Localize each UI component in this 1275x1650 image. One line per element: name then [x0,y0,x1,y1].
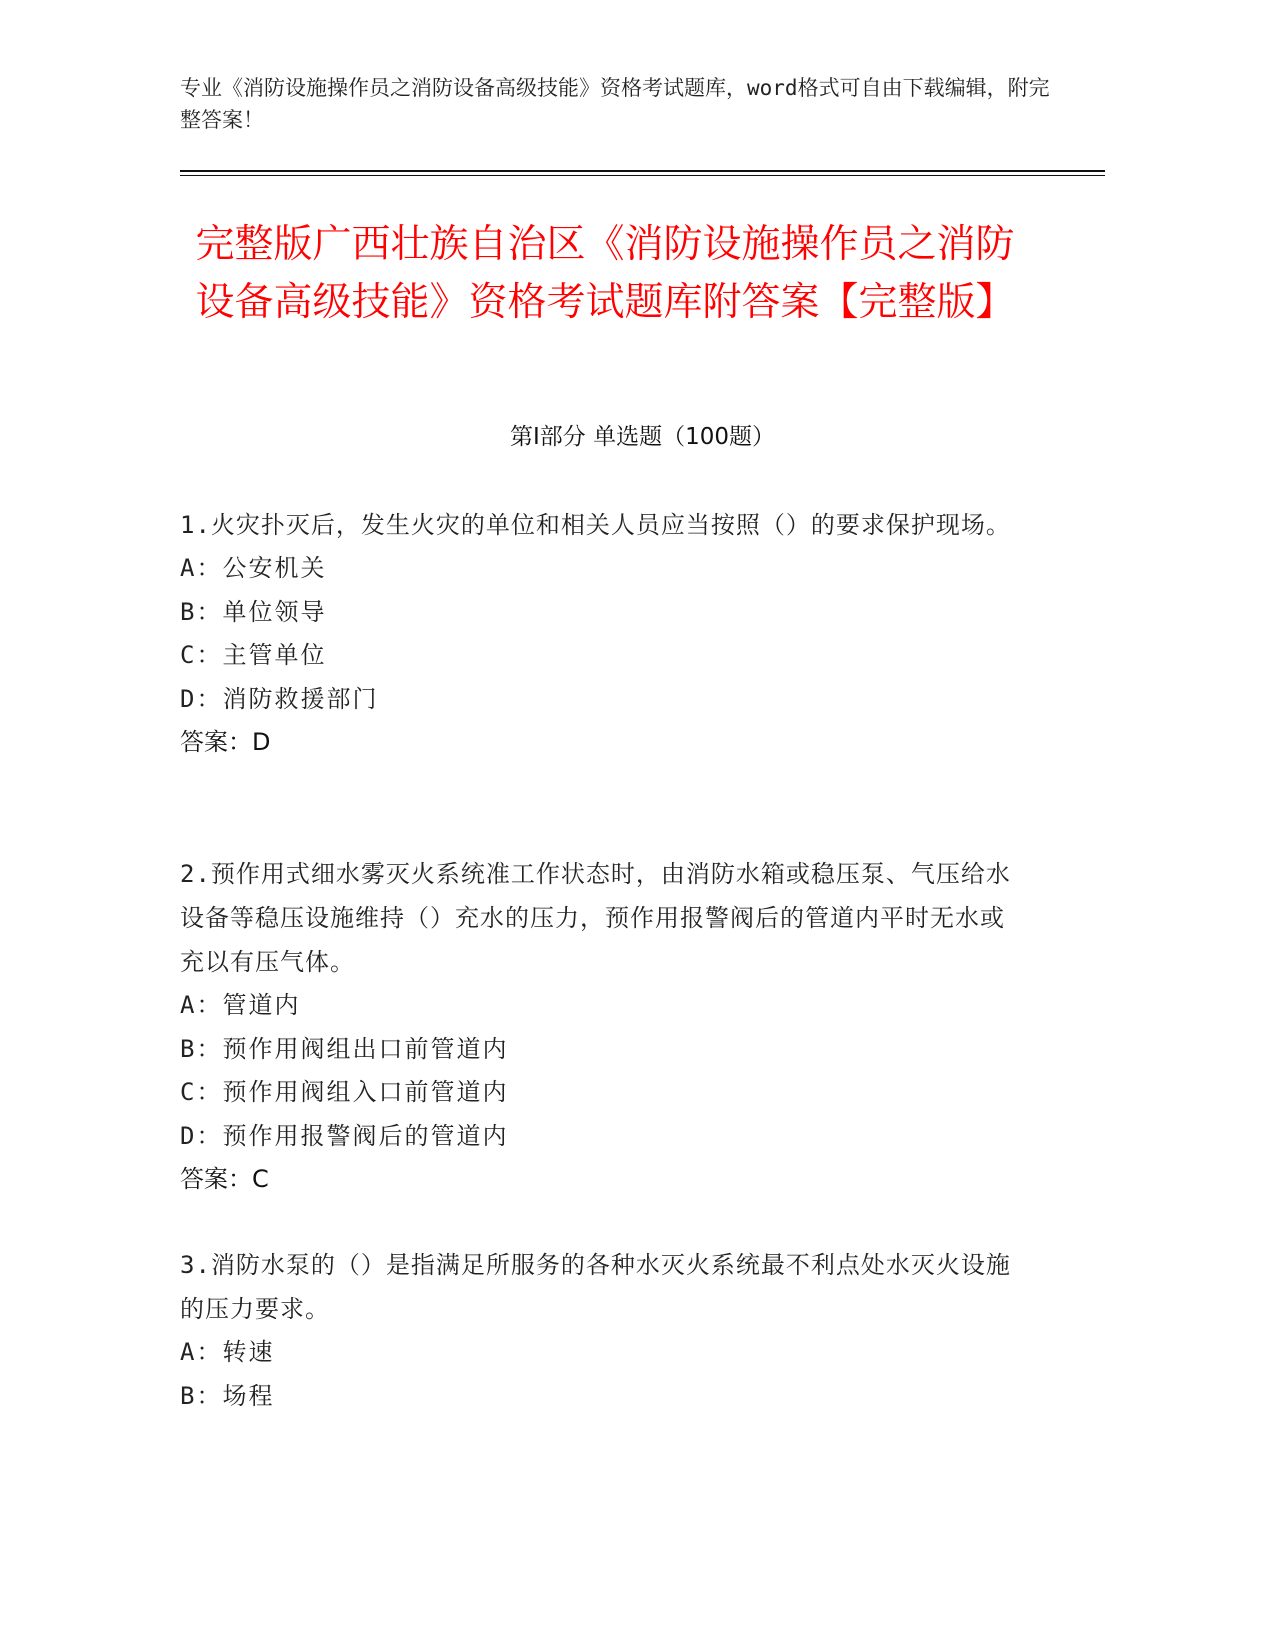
option-c: C：预作用阀组入口前管道内 [180,1078,509,1106]
header-divider-thick [180,170,1105,172]
question-stem: 1.火灾扑灭后，发生火灾的单位和相关人员应当按照（）的要求保护现场。 [180,511,1011,539]
option-d: D：预作用报警阀后的管道内 [180,1121,509,1150]
option-d: D：消防救援部门 [180,684,379,713]
option-b: B：预作用阀组出口前管道内 [180,1034,509,1063]
header-divider-thin [180,175,1105,176]
question-3 [180,1243,1020,1418]
option-c: C：主管单位 [180,641,327,669]
option-a: A：转速 [180,1338,275,1366]
question-1 [180,503,1020,765]
question-2 [180,852,1020,1202]
option-b: B：单位领导 [180,597,327,626]
document-title: 完整版广西壮族自治区《消防设施操作员之消防设备高级技能》资格考试题库附答案【完整版】 [195,222,1015,325]
section-heading: 第I部分 单选题（100题） [510,424,775,450]
option-a: A：管道内 [180,991,301,1019]
option-b: B：场程 [180,1381,275,1410]
question-stem: 3.消防水泵的（）是指满足所服务的各种水灭火系统最不利点处水灭火设施的压力要求。 [180,1251,1011,1323]
header-note: 专业《消防设施操作员之消防设备高级技能》资格考试题库，word格式可自由下载编辑，附完整答案！ [180,76,1050,132]
question-stem: 2.预作用式细水雾灭火系统准工作状态时，由消防水箱或稳压泵、气压给水设备等稳压设施维持（）充水的压力，预作用报警阀后的管道内平时无水或充以有压气体。 [180,860,1011,976]
answer-line: 答案：D [180,728,271,756]
answer-line: 答案：C [180,1165,269,1193]
option-a: A：公安机关 [180,554,327,582]
